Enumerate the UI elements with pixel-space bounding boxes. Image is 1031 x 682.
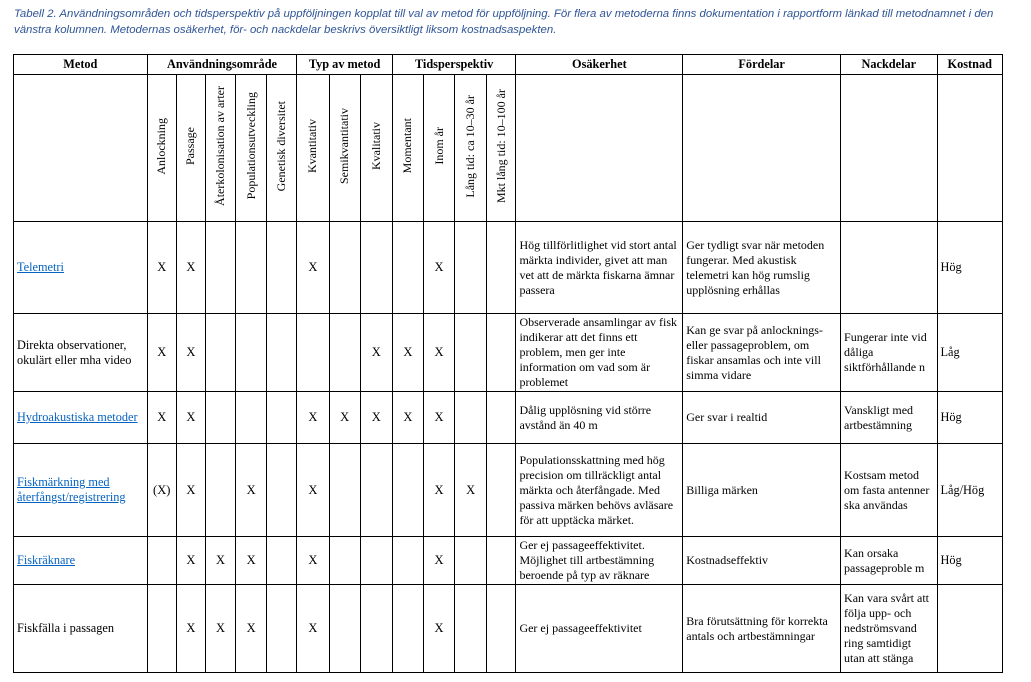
subheader-kvalitativ: Kvalitativ	[368, 122, 383, 170]
method-cell	[14, 314, 148, 392]
mark-cell: X	[176, 444, 205, 537]
mark-cell: X	[423, 537, 454, 585]
mark-cell	[487, 585, 516, 673]
method-cell	[14, 392, 148, 444]
method-cell	[14, 585, 148, 673]
mark-cell	[455, 537, 487, 585]
mark-cell: X	[236, 444, 267, 537]
mark-cell: X	[205, 585, 235, 673]
mark-cell: X	[455, 444, 487, 537]
header-metod: Metod	[14, 55, 148, 75]
mark-cell	[267, 392, 297, 444]
mark-cell	[329, 585, 360, 673]
header-osakerhet: Osäkerhet	[516, 55, 683, 75]
mark-cell: X	[147, 314, 176, 392]
mark-cell	[329, 314, 360, 392]
method-link[interactable]: Hydroakustiska metoder	[17, 410, 138, 424]
subheader-aterkolonisation: Återkolonisation av arter	[213, 86, 227, 206]
mark-cell: X	[236, 537, 267, 585]
mark-cell	[205, 392, 235, 444]
mark-cell	[455, 222, 487, 314]
subheader-anlockning: Anlockning	[154, 117, 169, 175]
table-body	[14, 222, 1003, 673]
osakerhet-cell: Populationsskattning med hög precision om tillräckligt antal märkta och återfångade. Med passiva märken behövs avläsare för att upptäcka märket.	[516, 444, 683, 537]
mark-cell: X	[205, 537, 235, 585]
osakerhet-cell: Ger ej passageeffektivitet. Möjlighet till artbestämning beroende på typ av räknare	[516, 537, 683, 585]
method-label: Fiskfälla i passagen	[17, 621, 114, 635]
fordelar-cell: Kostnadseffektiv	[683, 537, 841, 585]
subheader-populationsutveckling: Populationsutveckling	[243, 92, 258, 200]
mark-cell: X	[423, 585, 454, 673]
nackdelar-cell	[841, 222, 937, 314]
mark-cell	[455, 392, 487, 444]
method-link[interactable]: Fiskräknare	[17, 553, 76, 567]
subheader-mkt-lang-tid: Mkt lång tid: 10–100 år	[493, 89, 508, 203]
mark-cell	[205, 444, 235, 537]
nackdelar-cell: Kostsam metod om fasta antenner ska användas	[841, 444, 937, 537]
mark-cell	[329, 222, 360, 314]
mark-cell	[392, 585, 423, 673]
mark-cell	[329, 444, 360, 537]
method-cell	[14, 444, 148, 537]
header-typ-av-metod: Typ av metod	[297, 55, 392, 75]
subheader-semikvantitativ: Semikvantitativ	[337, 108, 352, 184]
header-kostnad: Kostnad	[937, 55, 1002, 75]
kostnad-cell: Hög	[937, 222, 1002, 314]
nackdelar-cell: Kan orsaka passageproble m	[841, 537, 937, 585]
mark-cell	[267, 222, 297, 314]
mark-cell	[487, 314, 516, 392]
subheader-row	[14, 75, 1003, 222]
mark-cell	[267, 314, 297, 392]
nackdelar-cell: Kan vara svårt att följa upp- och nedströmsvand ring samtidigt utan att stänga	[841, 585, 937, 673]
kostnad-cell: Hög	[937, 537, 1002, 585]
table-row	[14, 444, 1003, 537]
method-table	[13, 54, 1003, 673]
kostnad-cell	[937, 585, 1002, 673]
subheader-genetisk-diversitet: Genetisk diversitet	[274, 100, 289, 192]
mark-cell	[392, 222, 423, 314]
fordelar-cell: Ger tydligt svar när metoden fungerar. Med akustisk telemetri kan hög rumslig upplösning erhållas	[683, 222, 841, 314]
mark-cell	[360, 585, 392, 673]
method-label: Direkta observationer, okulärt eller mha video	[17, 337, 132, 367]
table-row	[14, 222, 1003, 314]
mark-cell	[205, 314, 235, 392]
mark-cell: X	[176, 314, 205, 392]
mark-cell: X	[297, 537, 329, 585]
mark-cell	[487, 222, 516, 314]
osakerhet-cell: Hög tillförlitlighet vid stort antal märkta individer, givet att man vet att de märkta fiskarna ämnar passera	[516, 222, 683, 314]
mark-cell: X	[423, 314, 454, 392]
mark-cell: X	[176, 585, 205, 673]
subheader-momentant: Momentant	[400, 118, 415, 174]
kostnad-cell: Låg/Hög	[937, 444, 1002, 537]
mark-cell	[487, 392, 516, 444]
table-row	[14, 314, 1003, 392]
table-row	[14, 537, 1003, 585]
subheader-kvantitativ: Kvantitativ	[305, 119, 320, 173]
kostnad-cell: Låg	[937, 314, 1002, 392]
mark-cell	[236, 222, 267, 314]
header-anvandningsomrade: Användningsområde	[147, 55, 297, 75]
fordelar-cell: Ger svar i realtid	[683, 392, 841, 444]
mark-cell	[297, 314, 329, 392]
mark-cell	[236, 314, 267, 392]
mark-cell	[455, 585, 487, 673]
mark-cell	[392, 537, 423, 585]
mark-cell	[267, 444, 297, 537]
fordelar-cell: Bra förutsättning för korrekta antals och artbestämningar	[683, 585, 841, 673]
nackdelar-cell: Vanskligt med artbestämning	[841, 392, 937, 444]
mark-cell: X	[392, 392, 423, 444]
nackdelar-cell: Fungerar inte vid dåliga siktförhållande n	[841, 314, 937, 392]
subheader-inom-ar: Inom år	[431, 127, 446, 165]
mark-cell: X	[147, 392, 176, 444]
header-fordelar: Fördelar	[683, 55, 841, 75]
method-link[interactable]: Fiskmärkning med återfångst/registrering	[17, 475, 126, 504]
mark-cell	[329, 537, 360, 585]
mark-cell	[205, 222, 235, 314]
kostnad-cell: Hög	[937, 392, 1002, 444]
fordelar-cell: Kan ge svar på anlocknings- eller passageproblem, om fiskar ansamlas och inte vill simma vidare	[683, 314, 841, 392]
method-cell	[14, 222, 148, 314]
mark-cell	[236, 392, 267, 444]
table-row	[14, 392, 1003, 444]
mark-cell: X	[236, 585, 267, 673]
mark-cell	[392, 444, 423, 537]
mark-cell: X	[392, 314, 423, 392]
mark-cell	[487, 537, 516, 585]
table-row	[14, 585, 1003, 673]
mark-cell	[267, 537, 297, 585]
header-tidsperspektiv: Tidsperspektiv	[392, 55, 516, 75]
mark-cell	[360, 444, 392, 537]
subheader-lang-tid: Lång tid: ca 10–30 år	[463, 94, 478, 198]
mark-cell	[455, 314, 487, 392]
osakerhet-cell: Ger ej passageeffektivitet	[516, 585, 683, 673]
mark-cell	[267, 585, 297, 673]
subheader-passage: Passage	[183, 127, 198, 165]
method-link[interactable]: Telemetri	[17, 260, 64, 274]
osakerhet-cell: Observerade ansamlingar av fisk indikerar att det finns ett problem, men ger inte information om vad som är problemet	[516, 314, 683, 392]
mark-cell: X	[297, 222, 329, 314]
mark-cell: X	[329, 392, 360, 444]
mark-cell: X	[176, 537, 205, 585]
header-nackdelar: Nackdelar	[841, 55, 937, 75]
mark-cell	[147, 537, 176, 585]
fordelar-cell: Billiga märken	[683, 444, 841, 537]
mark-cell: X	[176, 222, 205, 314]
header-row	[14, 55, 1003, 75]
mark-cell: X	[176, 392, 205, 444]
mark-cell: X	[423, 444, 454, 537]
mark-cell: X	[147, 222, 176, 314]
mark-cell: X	[297, 585, 329, 673]
mark-cell: X	[297, 444, 329, 537]
osakerhet-cell: Dålig upplösning vid större avstånd än 40 m	[516, 392, 683, 444]
mark-cell: X	[423, 222, 454, 314]
mark-cell	[487, 444, 516, 537]
mark-cell	[360, 537, 392, 585]
mark-cell: (X)	[147, 444, 176, 537]
mark-cell	[147, 585, 176, 673]
table-caption: Tabell 2. Användningsområden och tidsperspektiv på uppföljningen kopplat till val av metod för uppföljning. För flera av metoderna finns dokumentation i rapportform länkad till metodnamnet i den vänstra kolumnen. Metodernas osäkerhet, för- och nackdelar beskrivs översiktligt liksom kostnadsaspekten.	[14, 8, 994, 36]
mark-cell	[360, 222, 392, 314]
mark-cell: X	[423, 392, 454, 444]
mark-cell: X	[360, 392, 392, 444]
mark-cell: X	[360, 314, 392, 392]
method-cell	[14, 537, 148, 585]
mark-cell: X	[297, 392, 329, 444]
